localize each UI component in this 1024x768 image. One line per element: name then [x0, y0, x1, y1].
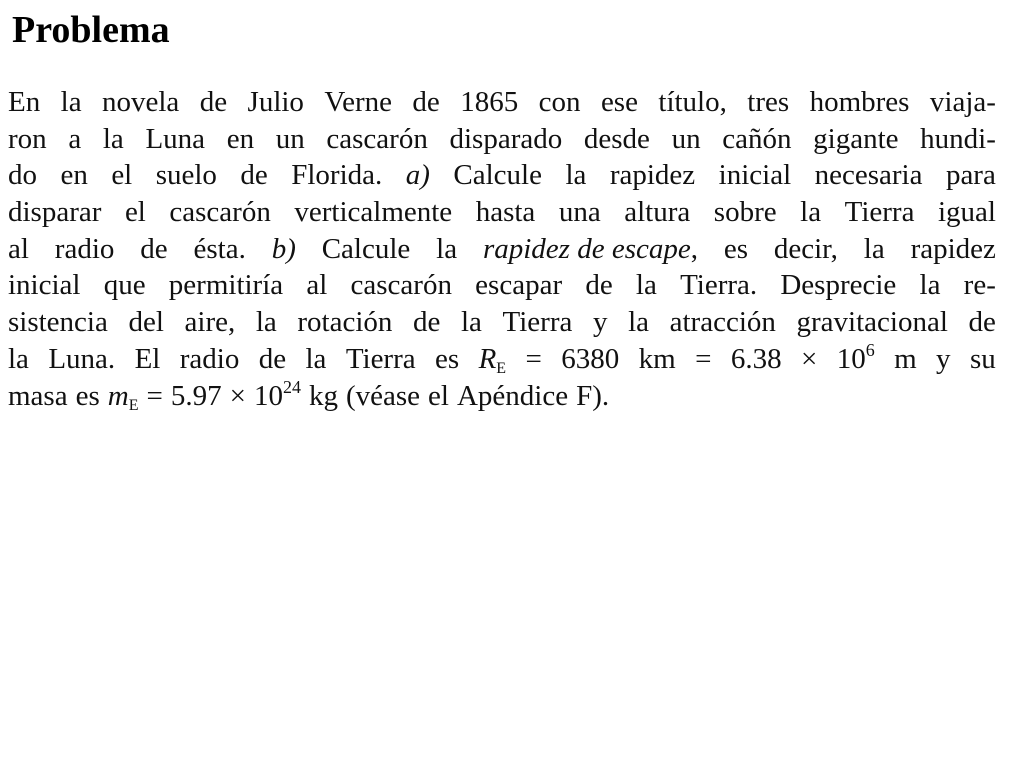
word: (véase [345, 379, 421, 412]
word: hombres [809, 86, 910, 118]
word: disparar [8, 196, 102, 229]
word: para [945, 159, 996, 192]
word: el [428, 379, 449, 412]
word: y [592, 306, 608, 339]
word: km [638, 342, 676, 375]
word: de [585, 269, 613, 302]
word: la [255, 306, 277, 339]
problem-line-6 [8, 267, 996, 304]
word: la [8, 342, 29, 375]
problem-line-7 [8, 304, 996, 341]
word: El [134, 342, 161, 375]
word: $10^{24}$ [253, 376, 301, 412]
word: al [306, 269, 328, 302]
word: Desprecie [780, 269, 897, 302]
word: disparado [449, 122, 563, 155]
word: la [628, 306, 650, 339]
word: suelo [155, 159, 217, 192]
word: 6380 [561, 342, 620, 375]
word: $R_E$ [478, 342, 507, 377]
word: en [226, 122, 255, 155]
word: rapidez [910, 232, 996, 265]
word: Calcule [453, 159, 542, 192]
problem-line-4 [8, 194, 996, 231]
word: atracción [669, 306, 776, 339]
word: F). [576, 379, 610, 412]
word: a) [405, 159, 430, 192]
word: al [8, 232, 29, 265]
word: cañón [722, 122, 792, 155]
word: × [229, 379, 246, 412]
word: × [800, 342, 818, 375]
word: sistencia [8, 306, 108, 339]
word: m [894, 342, 917, 375]
word: viaja- [929, 86, 996, 118]
word: un [671, 122, 701, 155]
word: Calcule [321, 232, 411, 265]
word: radio [54, 232, 115, 265]
word: 5.97 [170, 379, 222, 412]
word: Julio [247, 86, 304, 118]
word: inicial [8, 269, 81, 302]
word: del [128, 306, 164, 339]
slide-title: Problema [12, 9, 170, 51]
word: Luna [145, 122, 206, 155]
word: necesaria [814, 159, 923, 192]
word: re- [963, 269, 996, 302]
word: con [538, 86, 581, 118]
word: la [436, 232, 458, 265]
word: radio [179, 342, 240, 375]
word: Tierra [844, 196, 915, 229]
word: de [140, 232, 168, 265]
problem-line-3 [8, 157, 996, 194]
word: cascarón [169, 196, 271, 229]
word: un [275, 122, 305, 155]
word: Verne [324, 86, 392, 118]
word: hundi- [920, 122, 996, 155]
word: Tierra [502, 306, 573, 339]
word: permitiría [168, 269, 284, 302]
word: $m_E$ [107, 379, 139, 414]
word: rotación [297, 306, 393, 339]
word: la [461, 306, 482, 339]
word: de [258, 342, 287, 375]
word: la [635, 269, 657, 302]
word: es [723, 232, 749, 265]
word: gravitacional [796, 306, 948, 339]
word: ese [600, 86, 638, 118]
word: de [199, 86, 228, 118]
word: de [240, 159, 268, 192]
word: Tierra. [680, 269, 758, 302]
word: escapar [475, 269, 563, 302]
word: la [863, 232, 885, 265]
word: gigante [813, 122, 899, 155]
word: de [968, 306, 996, 339]
problem-line-1 [8, 84, 996, 121]
word: el [111, 159, 133, 192]
word: 6.38 [730, 342, 782, 375]
word: de [413, 306, 441, 339]
word: inicial [718, 159, 792, 192]
word: es [435, 342, 460, 375]
word: do [8, 159, 37, 192]
word: una [558, 196, 601, 229]
word: sobre [713, 196, 777, 229]
word: aire, [184, 306, 236, 339]
word: la [102, 122, 124, 155]
word: hasta [475, 196, 536, 229]
word: su [969, 342, 996, 375]
word: En [8, 86, 41, 118]
word: cascarón [350, 269, 452, 302]
word: Luna. [48, 342, 116, 375]
word: Tierra [345, 342, 416, 375]
word: título, [658, 86, 727, 118]
word: Apéndice [456, 379, 569, 412]
word: la [60, 86, 82, 118]
word: 1865 [460, 86, 519, 118]
word: que [103, 269, 146, 302]
problem-line-2 [8, 121, 996, 158]
word: = [146, 379, 163, 412]
word: la [919, 269, 941, 302]
word: tres [747, 86, 790, 118]
word: altura [624, 196, 691, 229]
word: rapidez [609, 159, 696, 192]
word: kg [308, 379, 338, 412]
problem-line-9 [8, 378, 996, 415]
word: la [800, 196, 822, 229]
word: $10^6$ [836, 339, 875, 375]
word: la [565, 159, 587, 192]
word: a [68, 122, 82, 155]
word: = [695, 342, 712, 375]
word: b) [271, 232, 296, 265]
word: cascarón [326, 122, 428, 155]
problem-line-5 [8, 231, 996, 268]
word: masa [8, 379, 68, 412]
word: novela [102, 86, 180, 118]
word: verticalmente [294, 196, 453, 229]
word: Florida. [291, 159, 383, 192]
word: rapidez de escape, [482, 232, 698, 265]
word: decir, [773, 232, 838, 265]
problem-statement [8, 84, 996, 444]
word: desde [583, 122, 650, 155]
word: de [412, 86, 440, 118]
word: igual [937, 196, 996, 229]
word: ésta. [193, 232, 246, 265]
word: = [525, 342, 542, 375]
word: la [305, 342, 327, 375]
problem-line-8 [8, 341, 996, 378]
word: y [936, 342, 951, 375]
word: ron [8, 122, 47, 155]
word: en [60, 159, 88, 192]
word: es [75, 379, 100, 412]
word: el [124, 196, 146, 229]
